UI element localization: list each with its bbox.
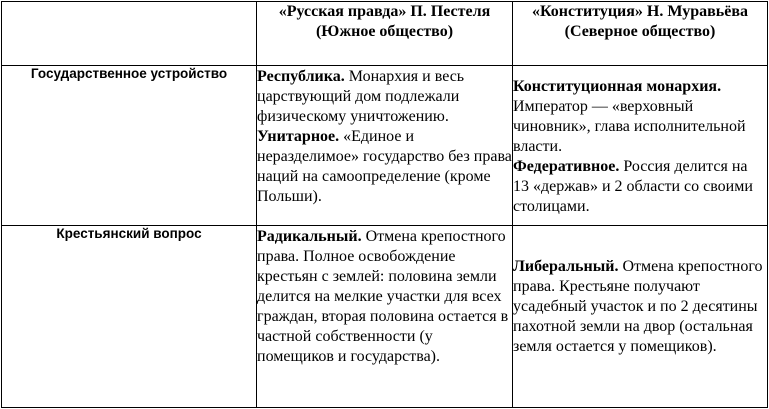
cell-text [513,257,767,357]
header-muravyov: «Конституция» Н. Муравьёва (Северное общество) [513,2,768,66]
description-radical: Отмена крепостного права. Полное освобождение крестьян с землей: половина земли делится на мелкие участки для всех граждан, вторая половина остается в частной собственности (у помещиков и государства). [257,228,509,365]
row-label-text: Крестьянский вопрос [56,226,202,241]
term-radical: Радикальный. [257,228,362,245]
table-row-government [2,66,768,226]
cell-peasant-muravyov [513,226,768,408]
cell-government-pestel [257,66,513,226]
row-label-peasant-question [2,226,257,408]
header-pestel: «Русская правда» П. Пестеля (Южное общество) [257,2,513,66]
table-row-peasant-question [2,226,768,408]
row-label-government [2,66,257,226]
row-label-text: Государственное устройство [30,66,228,81]
description-federative: Россия делится на 13 «держав» и 2 области со своими столицами. [513,158,753,215]
term-federative: Федеративное. [513,158,620,175]
description-liberal: Отмена крепостного права. Крестьяне получают усадебный участок и по 2 десятины пахотной земли на двор (остальная земля остается у помещиков). [513,258,763,355]
cell-peasant-pestel [257,226,513,408]
description-republic: Монархия и весь царствующий дом подлежали физическому уничтожению. [257,68,465,125]
comparison-table [1,1,768,408]
description-unitary: «Единое и неразделимое» государство без права наций на самоопределение (кроме Польши). [257,128,512,205]
cell-text [257,127,512,207]
cell-text [257,227,512,367]
header-row [2,2,768,66]
header-corner-cell [2,2,257,66]
term-constitutional-monarchy: Конституционная монархия. [513,78,722,95]
term-liberal: Либеральный. [513,258,619,275]
cell-text [513,77,767,157]
description-constitutional-monarchy: Император — «верховный чиновник», глава исполнительной власти. [513,98,746,155]
cell-text [257,67,512,127]
term-unitary: Унитарное. [257,128,340,145]
cell-text [513,157,767,217]
term-republic: Республика. [257,68,345,85]
cell-government-muravyov [513,66,768,226]
